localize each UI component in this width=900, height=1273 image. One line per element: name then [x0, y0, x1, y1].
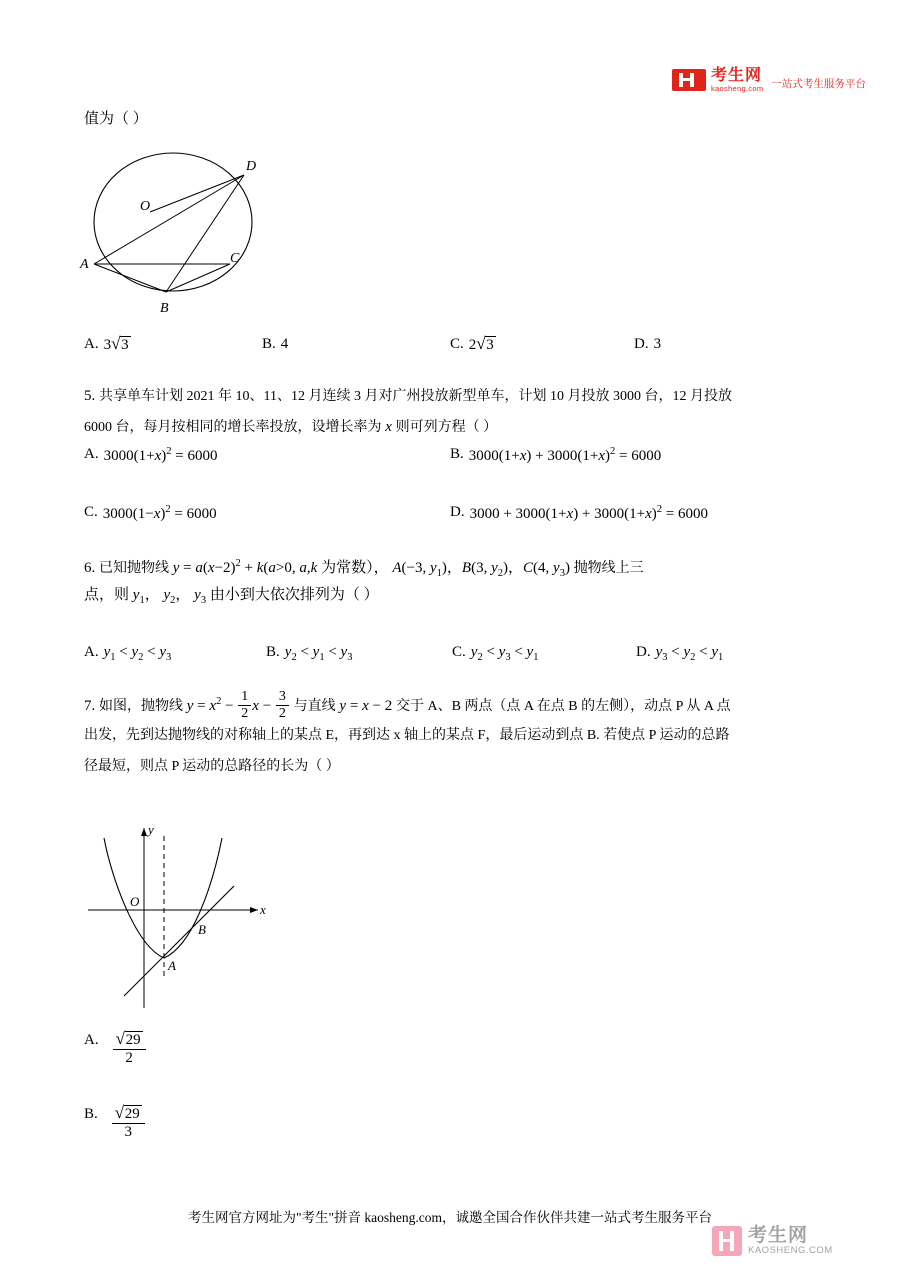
- watermark-title: 考生网: [748, 1225, 809, 1247]
- q4-choice-a-label: A.: [84, 336, 99, 352]
- q6-line1-equation: $y = a(x-2)^2 + k(a>0$, a,k 为常数）: [172, 558, 374, 576]
- svg-text:A: A: [168, 958, 176, 973]
- svg-text:O: O: [140, 199, 151, 214]
- q6-choice-b-value: $y_2 < y_1 < y_3$: [284, 644, 353, 663]
- q5-choice-a[interactable]: [84, 446, 217, 465]
- q4-choice-b[interactable]: [262, 336, 288, 353]
- q6-choice-b-label: B.: [266, 644, 280, 660]
- figure-circle-geometry: [78, 140, 308, 325]
- q6-choice-b[interactable]: [266, 644, 352, 663]
- logo-domain: kaosheng.com: [711, 83, 764, 93]
- q5-stem: [84, 381, 824, 412]
- q5-choice-b-label: B.: [450, 446, 464, 462]
- q4-choice-d[interactable]: [634, 336, 661, 353]
- q4-choice-c-label: C.: [450, 336, 464, 352]
- q7-line1-eq1: $y = x^2$ − $\frac{1}{2}$ x − $\frac{3}{2}$: [187, 698, 290, 714]
- q5-line2-a: 6000 台，每月按相同的增长率投放，设增长率为: [84, 420, 382, 435]
- footer-watermark: [712, 1226, 833, 1256]
- q5-choice-d-value: $3000 + 3000(1+x) + 3000(1+x)^2 = 6000$: [469, 504, 708, 522]
- q5-line2-b: 则可列方程（ ）: [395, 420, 498, 435]
- q7-line1-eq2: y = x − 2: [339, 698, 393, 714]
- watermark-mark-icon: [712, 1226, 742, 1256]
- watermark-text: [748, 1226, 833, 1256]
- q6-choice-c-label: C.: [452, 644, 466, 660]
- svg-text:x: x: [260, 902, 266, 917]
- logo-mark-icon: [672, 69, 706, 91]
- q5-choice-b[interactable]: [450, 446, 661, 465]
- q6-choice-a[interactable]: [84, 644, 171, 663]
- q4-choice-a[interactable]: [84, 336, 131, 354]
- q6-choice-a-value: $y_1 < y_2 < y_3$: [103, 644, 172, 663]
- watermark-domain: KAOSHENG.COM: [748, 1244, 833, 1256]
- q7-choice-a-value: √ 29 2: [112, 1032, 147, 1068]
- q7-choice-b[interactable]: [84, 1103, 146, 1142]
- q6-choice-d[interactable]: [636, 644, 723, 663]
- q6-choice-d-value: $y_3 < y_2 < y_1$: [655, 644, 724, 663]
- q4-choice-d-value: 3: [653, 336, 662, 352]
- q6-line1-b: 抛物线上三: [573, 561, 644, 576]
- q5-line1: 共享单车计划 2021 年 10、11、12 月连续 3 月对广州投放新型单车，计划 10 月投放 3000 台，12 月投放: [99, 389, 732, 404]
- q5-choice-a-value: $3000(1+x)^2 = 6000$: [103, 446, 218, 464]
- q7-choice-a-label: A.: [84, 1032, 99, 1048]
- q7-choice-a[interactable]: [84, 1029, 147, 1068]
- q7-line1-a: 如图，抛物线: [99, 699, 183, 714]
- q6-stem: 6. 已知抛物线 $y = a(x-2)^2 + k(a>0$, a,k 为常数）， A(−3, $y_1$)，B(3, $y_2$)，C(4, $y_3$) 抛物线上三: [84, 558, 644, 579]
- q5-choice-b-value: $3000(1+x) + 3000(1+x)^2 = 6000$: [468, 446, 662, 464]
- svg-text:y: y: [148, 822, 154, 837]
- q6-line2: 点，则 $y_1$， $y_2$， $y_3$ 由小到大依次排列为（ ）: [84, 587, 379, 606]
- q5-line2-var: x: [385, 419, 392, 435]
- q5-choice-c-label: C.: [84, 504, 98, 520]
- q6-choice-c-value: $y_2 < y_3 < y_1$: [470, 644, 539, 663]
- q7-choice-b-label: B.: [84, 1106, 98, 1122]
- logo-slogan: 一站式考生服务平台: [771, 77, 866, 90]
- q6-line1-a: 已知抛物线: [99, 561, 169, 576]
- q5-choice-c-value: $3000(1-x)^2 = 6000$: [102, 504, 217, 522]
- q5-choice-d[interactable]: [450, 504, 708, 523]
- svg-text:A: A: [80, 257, 89, 272]
- logo-text: [711, 68, 763, 93]
- svg-text:O: O: [130, 894, 140, 909]
- logo-title: 考生网: [711, 67, 763, 84]
- q7-choice-b-value: √ 29 3: [111, 1106, 146, 1142]
- q4-choice-b-label: B.: [262, 336, 276, 352]
- q6-number: 6.: [84, 560, 96, 576]
- q6-choice-d-label: D.: [636, 644, 651, 660]
- figure-parabola-line: [76, 818, 306, 1023]
- svg-text:C: C: [230, 251, 240, 266]
- q6-line1-points: A(−3, $y_1$)，B(3, $y_2$)，C(4, $y_3$): [392, 560, 570, 579]
- q4-choice-c-value: 2 √ 3: [468, 334, 494, 353]
- q4-choice-c[interactable]: [450, 336, 496, 354]
- footer-note: 考生网官方网址为"考生"拼音 kaosheng.com，诚邀全国合作伙伴共建一站式考生服务平台: [187, 1210, 712, 1225]
- q5-stem-line2: [84, 412, 824, 443]
- svg-text:D: D: [246, 159, 257, 174]
- svg-text:B: B: [198, 922, 206, 937]
- q5-number: 5.: [84, 388, 96, 404]
- q7-line1-mid: 与直线: [293, 699, 336, 714]
- q6-stem-line2: [84, 580, 844, 616]
- q7-number: 7.: [84, 698, 96, 714]
- stem-tail-text: 值为（ ）: [84, 111, 148, 127]
- q7-line2: 出发，先到达抛物线的对称轴上的某点 E，再到达 x 轴上的某点 F，最后运动到点 B. 若使点 P 运动的总路: [84, 728, 730, 743]
- q7-stem-line1: [84, 686, 844, 723]
- kaosheng-logo: [672, 68, 866, 93]
- q5-choice-c[interactable]: [84, 504, 217, 523]
- q7-line3: 径最短，则点 P 运动的总路径的长为（ ）: [84, 759, 340, 774]
- q5-choice-d-label: D.: [450, 504, 465, 520]
- q4-choice-a-value: 3 √ 3: [103, 334, 129, 353]
- q4-choice-b-value: 4: [280, 336, 289, 352]
- q5-choice-a-label: A.: [84, 446, 99, 462]
- q7-line1-b: 交于 A、B 两点（点 A 在点 B 的左侧），动点 P 从 A 点: [395, 699, 731, 714]
- q7-stem-line2: [84, 720, 854, 751]
- q7-stem-line3: [84, 751, 854, 782]
- q4-choice-d-label: D.: [634, 336, 649, 352]
- q6-choice-a-label: A.: [84, 644, 99, 660]
- svg-text:B: B: [160, 301, 169, 316]
- q6-choice-c[interactable]: [452, 644, 538, 663]
